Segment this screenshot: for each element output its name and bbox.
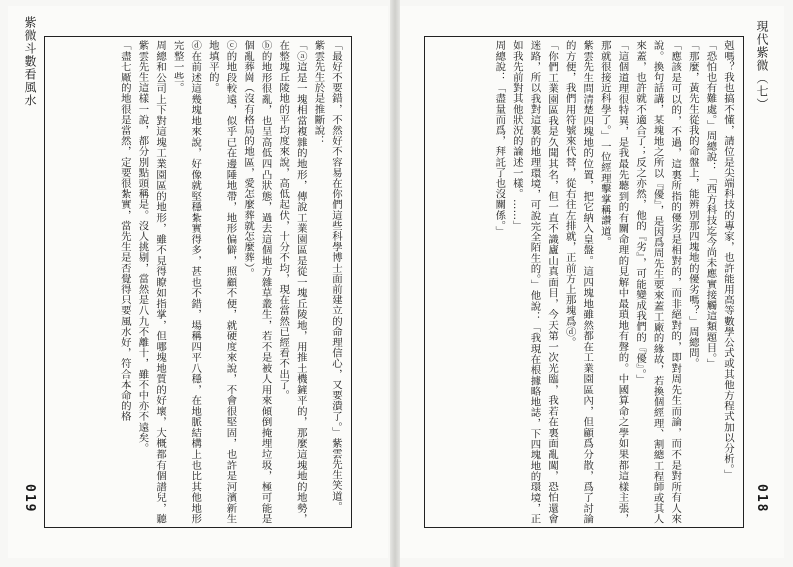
left-paragraph: 紫雲先生於是推斷說： xyxy=(312,40,325,146)
left-paragraph: ⓓ在前述這幾塊地來說，好像就堅穩紮實得多，甚也不錯，場稱四平八穩，在地脈結構上也比其他地形完整一些。 xyxy=(171,40,202,524)
right-paragraph: 「恐怕也有難處。」周總說：「西方科技迄今尚未應實接觸這類題目。」 xyxy=(704,40,717,369)
right-paragraph: 「應該是可以的，不過，這裏所指的優劣是相對的，而非絕對的，即對周先生而論，而不是對所有人來說。換句話講，某塊地之所以『優』，是因爲周先生要來蓋工廠的緣故，若換個經理、割總工程師或其人來蓋，也許就不適合了；反之亦然，他的『劣』，可能變成我們的『優』。」 xyxy=(634,40,682,524)
left-page-number: 019 xyxy=(22,484,37,514)
right-paragraph: 「那麼，黃先生從我的命盤上，能辨別那四塊地的優劣嗎？」周總問。 xyxy=(686,40,699,369)
left-paragraph: 「盡七厰的地很是當然，定要很紮實，當先生是否覺得只要風水好，符合本命的格 xyxy=(118,40,131,422)
book-gutter xyxy=(390,0,400,567)
right-page xyxy=(400,6,784,558)
left-paragraph: ⓑ的地形很亂，也呈高低四凸狀態，過去這個地方雜草叢生，若不是被人用來傾倒掩埋垃圾，極可能是個亂葬崗（沒有格局的地區，愛怎麼葬就怎麼葬）。 xyxy=(242,40,272,524)
left-paragraph: 周總和公司上下對這塊工業園區的地形，雖不見得瞭如指掌，但哪塊地質的好壞，大概都有個譜兒，聽紫雲先生這樣一說，都分別點頭稱是。沒人挑剔，當然是八九不離十，雖不中亦不遠矣。 xyxy=(136,40,167,524)
left-paragraph: 「ⓐ這是一塊相當複雜的地形，傳說工業園區是從一塊丘陵地，用推土機鏟平的，那麼這塊地的地勢，在整塊丘陵地的平均度來說，高低起伏，十分不均，現在當然已經看不出了。 xyxy=(277,40,307,524)
left-running-head: 紫微斗數看風水 xyxy=(23,16,37,107)
left-paragraph: ⓒ的地段較遠，似乎已在邊陲地帶，地形偏僻，照顧不便，就硬度來說，不會很堅固，也許是河濱新生地填平的。 xyxy=(206,40,237,524)
left-paragraph: 「最好不要錯，不然好不容易在你們這些科學博士面前建立的命理信心，又要潰了。」紫雲先生笑道。 xyxy=(330,40,342,512)
right-running-head: 現代紫微（七） xyxy=(755,20,769,111)
right-paragraph: 剋嗎？我也搞不懂，請位是尖端科技的專家，也許能用高等數學公式或其他方程式加以分析。」 xyxy=(722,40,734,480)
right-paragraph: 紫雲先生問清楚四塊地的位置，把它納入皇盤。這四塊地雖然都在工業園區內，但顧爲分散，爲了討論的方便，我們用符號來代替，從右往左排就，正前方上那塊爲ⓓ。 xyxy=(563,40,594,524)
right-paragraph: 周總說：「盡量而爲，拜託了也沒關係。」 xyxy=(493,40,506,237)
left-page xyxy=(8,6,388,558)
right-paragraph: 「你們工業園區我是久聞其名，但一直不識廬山真面目，今天第一次光臨，我若在裏面亂闖，恐怕還會迷路，所以我對這裏的地理環境，可說完全陌生的。」他說：「我現在根據略地誌，下四塊地的環境，正如我先前對其他狀況的論述一樣。……」 xyxy=(510,40,559,524)
right-paragraph: 「這個道理很特異，是我最先聽到的有關命理的見解中最瑣地有聲的。中國算命之學如果都這樣主張，那就很接近科學了。」一位經理擊掌稱讚道。 xyxy=(598,40,629,524)
left-body-text xyxy=(52,40,344,524)
right-page-number: 018 xyxy=(754,484,769,514)
right-body-text xyxy=(430,40,736,524)
